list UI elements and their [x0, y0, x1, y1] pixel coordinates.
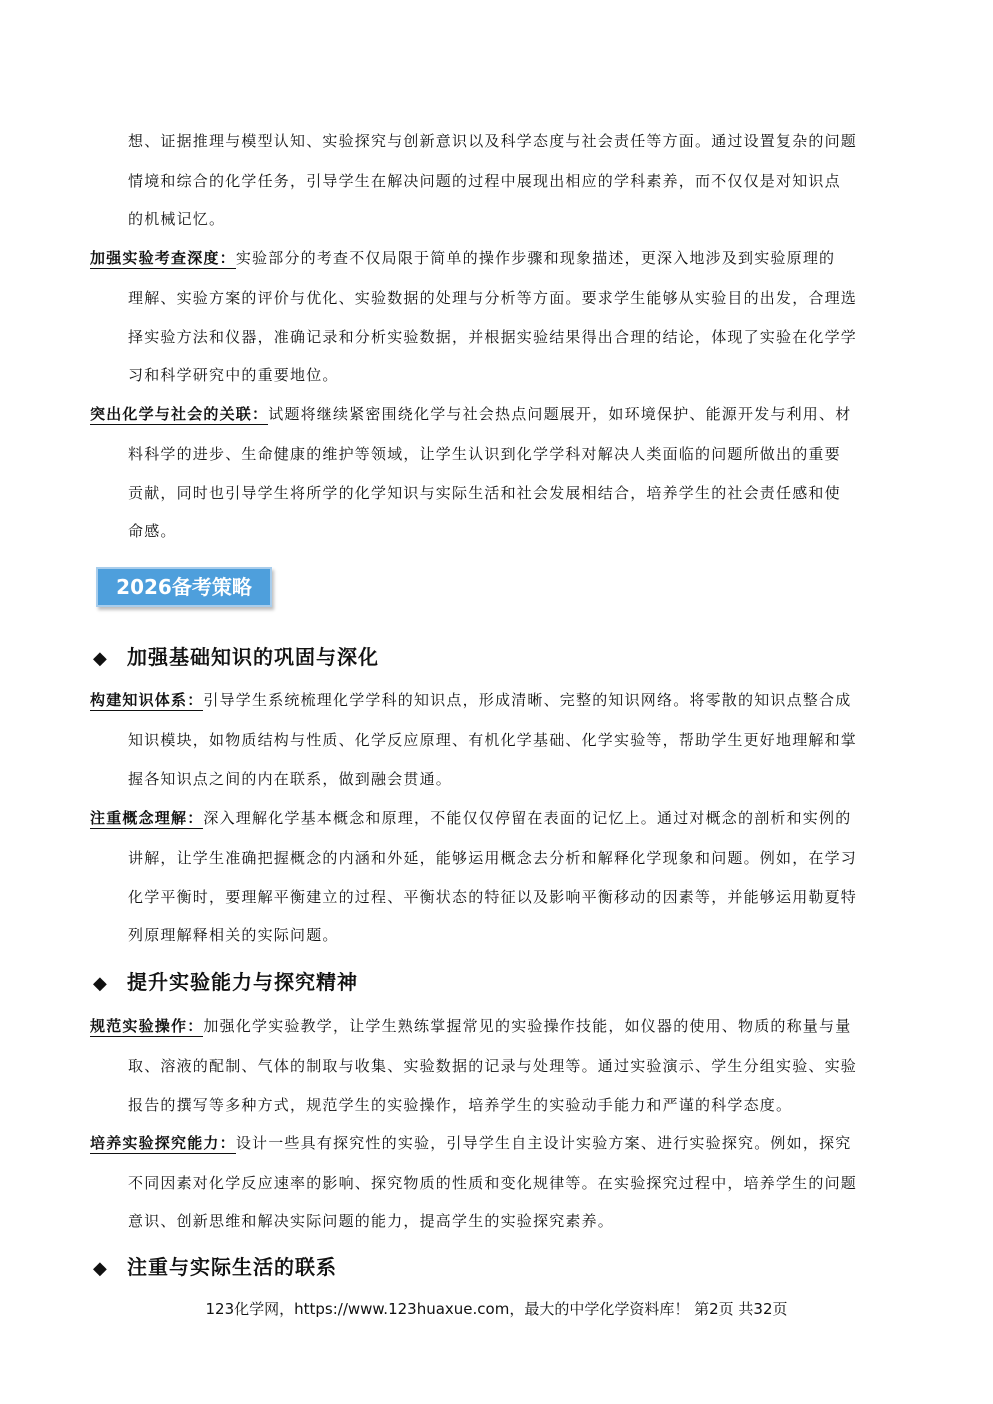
diamond-bullet-icon: ◆: [93, 1258, 108, 1279]
point-first-line: [90, 247, 835, 268]
section-heading: [93, 641, 379, 670]
text-line: 取、溶液的配制、气体的制取与收集、实验数据的记录与处理等。通过实验演示、学生分组实验、实验: [128, 1057, 858, 1075]
point-label: 规范实验操作：: [90, 1017, 204, 1035]
text-line: 的机械记忆。: [128, 210, 226, 228]
text-line: 想、证据推理与模型认知、实验探究与创新意识以及科学态度与社会责任等方面。通过设置复杂的问题: [128, 132, 858, 150]
section-banner: 2026备考策略: [96, 567, 272, 607]
text-line: 命感。: [128, 522, 177, 540]
text-line: 情境和综合的化学任务，引导学生在解决问题的过程中展现出相应的学科素养，而不仅仅是对知识点: [128, 172, 841, 190]
point-text: 深入理解化学基本概念和原理，不能仅仅停留在表面的记忆上。通过对概念的剖析和实例的: [203, 809, 852, 827]
text-line: 讲解，让学生准确把握概念的内涵和外延，能够运用概念去分析和解释化学现象和问题。例如，在学习: [128, 849, 858, 867]
section-heading: [93, 1251, 337, 1280]
point-first-line: [90, 1132, 851, 1153]
point-text: 加强化学实验教学，让学生熟练掌握常见的实验操作技能，如仪器的使用、物质的称量与量: [203, 1017, 852, 1035]
text-line: 报告的撰写等多种方式，规范学生的实验操作，培养学生的实验动手能力和严谨的科学态度。: [128, 1096, 793, 1114]
text-line: 不同因素对化学反应速率的影响、探究物质的性质和变化规律等。在实验探究过程中，培养学生的问题: [128, 1174, 858, 1192]
text-line: 化学平衡时，要理解平衡建立的过程、平衡状态的特征以及影响平衡移动的因素等，并能够运用勒夏特: [128, 888, 858, 906]
section-heading-text: 加强基础知识的巩固与深化: [127, 645, 379, 669]
text-line: 贡献，同时也引导学生将所学的化学知识与实际生活和社会发展相结合，培养学生的社会责任感和使: [128, 484, 841, 502]
diamond-bullet-icon: ◆: [93, 973, 108, 994]
point-first-line: [90, 1015, 851, 1036]
diamond-bullet-icon: ◆: [93, 648, 108, 669]
point-label: 注重概念理解：: [90, 809, 204, 827]
point-text: 试题将继续紧密围绕化学与社会热点问题展开，如环境保护、能源开发与利用、材: [268, 405, 852, 423]
text-line: 料科学的进步、生命健康的维护等领域，让学生认识到化学学科对解决人类面临的问题所做出的重要: [128, 445, 841, 463]
point-first-line: [90, 403, 851, 424]
page-footer: 123化学网，https://www.123huaxue.com，最大的中学化学资料库！ 第2页 共32页: [205, 1300, 788, 1318]
text-line: 理解、实验方案的评价与优化、实验数据的处理与分析等方面。要求学生能够从实验目的出发，合理选: [128, 289, 858, 307]
point-text: 实验部分的考查不仅局限于简单的操作步骤和现象描述，更深入地涉及到实验原理的: [235, 249, 836, 267]
text-line: 习和科学研究中的重要地位。: [128, 366, 339, 384]
point-label: 构建知识体系：: [90, 691, 204, 709]
point-first-line: [90, 689, 851, 710]
text-line: 知识模块，如物质结构与性质、化学反应原理、有机化学基础、化学实验等，帮助学生更好地理解和掌: [128, 731, 858, 749]
text-line: 意识、创新思维和解决实际问题的能力，提高学生的实验探究素养。: [128, 1212, 615, 1230]
point-text: 设计一些具有探究性的实验，引导学生自主设计实验方案、进行实验探究。例如，探究: [235, 1134, 852, 1152]
section-heading-text: 提升实验能力与探究精神: [127, 970, 358, 994]
point-text: 引导学生系统梳理化学学科的知识点，形成清晰、完整的知识网络。将零散的知识点整合成: [203, 691, 852, 709]
text-line: 握各知识点之间的内在联系，做到融会贯通。: [128, 770, 453, 788]
point-label: 培养实验探究能力：: [90, 1134, 236, 1152]
section-heading: [93, 966, 358, 995]
point-label: 突出化学与社会的关联：: [90, 405, 269, 423]
point-first-line: [90, 807, 851, 828]
point-label: 加强实验考查深度：: [90, 249, 236, 267]
section-heading-text: 注重与实际生活的联系: [127, 1255, 337, 1279]
text-line: 择实验方法和仪器，准确记录和分析实验数据，并根据实验结果得出合理的结论，体现了实验在化学学: [128, 328, 858, 346]
text-line: 列原理解释相关的实际问题。: [128, 926, 339, 944]
